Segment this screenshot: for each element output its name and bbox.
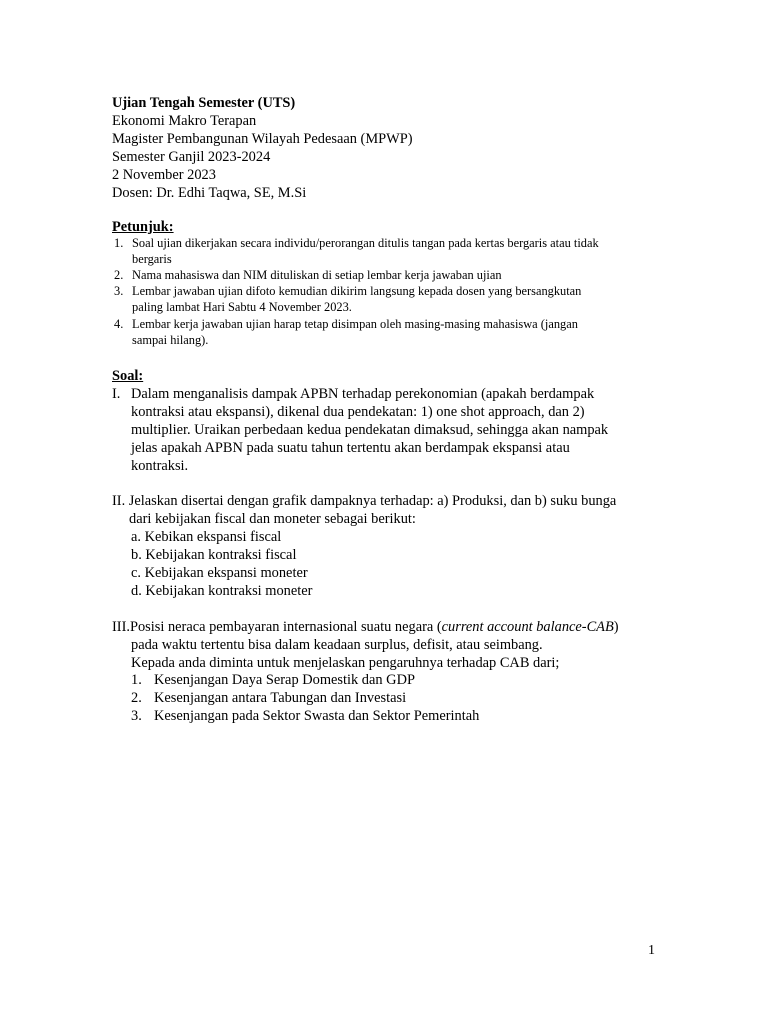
questions-heading: Soal: <box>112 368 144 384</box>
question-2-item-c: c. Kebijakan ekspansi moneter <box>131 565 308 581</box>
question-3-item-number: 3. <box>131 708 142 724</box>
question-2-item-b: b. Kebijakan kontraksi fiscal <box>131 547 297 563</box>
question-1-line-4: jelas apakah APBN pada suatu tahun tertentu akan berdampak ekspansi atau <box>131 440 570 456</box>
question-3-item-1: Kesenjangan Daya Serap Domestik dan GDP <box>154 672 415 688</box>
question-3-line-2: pada waktu tertentu bisa dalam keadaan surplus, defisit, atau seimbang. <box>131 637 543 653</box>
question-2-line-1: II. Jelaskan disertai dengan grafik dampaknya terhadap: a) Produksi, dan b) suku bunga <box>112 493 617 509</box>
instruction-item-2-line-1: Nama mahasiswa dan NIM dituliskan di setiap lembar kerja jawaban ujian <box>132 268 502 282</box>
semester-text: Semester Ganjil 2023-2024 <box>112 149 271 165</box>
question-2-item-d: d. Kebijakan kontraksi moneter <box>131 583 313 599</box>
instruction-number: 2. <box>114 268 124 282</box>
question-3-item-number: 2. <box>131 690 142 706</box>
question-3-line-1-end: ) <box>613 619 619 635</box>
question-1-line-3: multiplier. Uraikan perbedaan kedua pendekatan dimaksud, sehingga akan nampak <box>131 422 609 438</box>
question-1-line-2: kontraksi atau ekspansi), dikenal dua pendekatan: 1) one shot approach, dan 2) <box>131 404 585 420</box>
question-3-item-2: Kesenjangan antara Tabungan dan Investasi <box>154 690 407 706</box>
program-name: Magister Pembangunan Wilayah Pedesaan (MPWP) <box>112 131 413 147</box>
instruction-number: 4. <box>114 317 124 331</box>
question-3-line-1 <box>112 618 619 636</box>
page-number: 1 <box>648 943 655 958</box>
exam-date: 2 November 2023 <box>112 167 216 183</box>
question-3-item-number: 1. <box>131 672 142 688</box>
lecturer-name: Dosen: Dr. Edhi Taqwa, SE, M.Si <box>112 185 307 201</box>
instructions-heading: Petunjuk: <box>112 219 174 235</box>
instruction-item-1-line-2: bergaris <box>132 252 172 266</box>
current-account-term: current account balance-CAB <box>441 619 614 635</box>
instruction-item-3-line-2: paling lambat Hari Sabtu 4 November 2023. <box>132 300 352 314</box>
question-1-number: I. <box>112 386 121 402</box>
instruction-number: 1. <box>114 236 124 250</box>
course-name: Ekonomi Makro Terapan <box>112 113 257 129</box>
instruction-item-4-line-1: Lembar kerja jawaban ujian harap tetap disimpan oleh masing-masing mahasiswa (jangan <box>132 317 578 331</box>
question-3-line-3: Kepada anda diminta untuk menjelaskan pengaruhnya terhadap CAB dari; <box>131 655 560 671</box>
question-1-line-1: Dalam menganalisis dampak APBN terhadap perekonomian (apakah berdampak <box>131 386 595 402</box>
exam-title: Ujian Tengah Semester (UTS) <box>112 95 296 111</box>
question-3-line-1-start: III.Posisi neraca pembayaran internasional suatu negara ( <box>112 619 442 635</box>
instruction-item-1-line-1: Soal ujian dikerjakan secara individu/perorangan ditulis tangan pada kertas bergaris atau tidak <box>132 236 599 250</box>
instruction-item-3-line-1: Lembar jawaban ujian difoto kemudian dikirim langsung kepada dosen yang bersangkutan <box>132 284 582 298</box>
instruction-item-4-line-2: sampai hilang). <box>132 333 209 347</box>
question-3-item-3: Kesenjangan pada Sektor Swasta dan Sektor Pemerintah <box>154 708 480 724</box>
instruction-number: 3. <box>114 284 124 298</box>
question-1-line-5: kontraksi. <box>131 458 189 474</box>
question-2-line-2: dari kebijakan fiscal dan moneter sebagai berikut: <box>129 511 416 527</box>
question-2-item-a: a. Kebikan ekspansi fiscal <box>131 529 282 545</box>
